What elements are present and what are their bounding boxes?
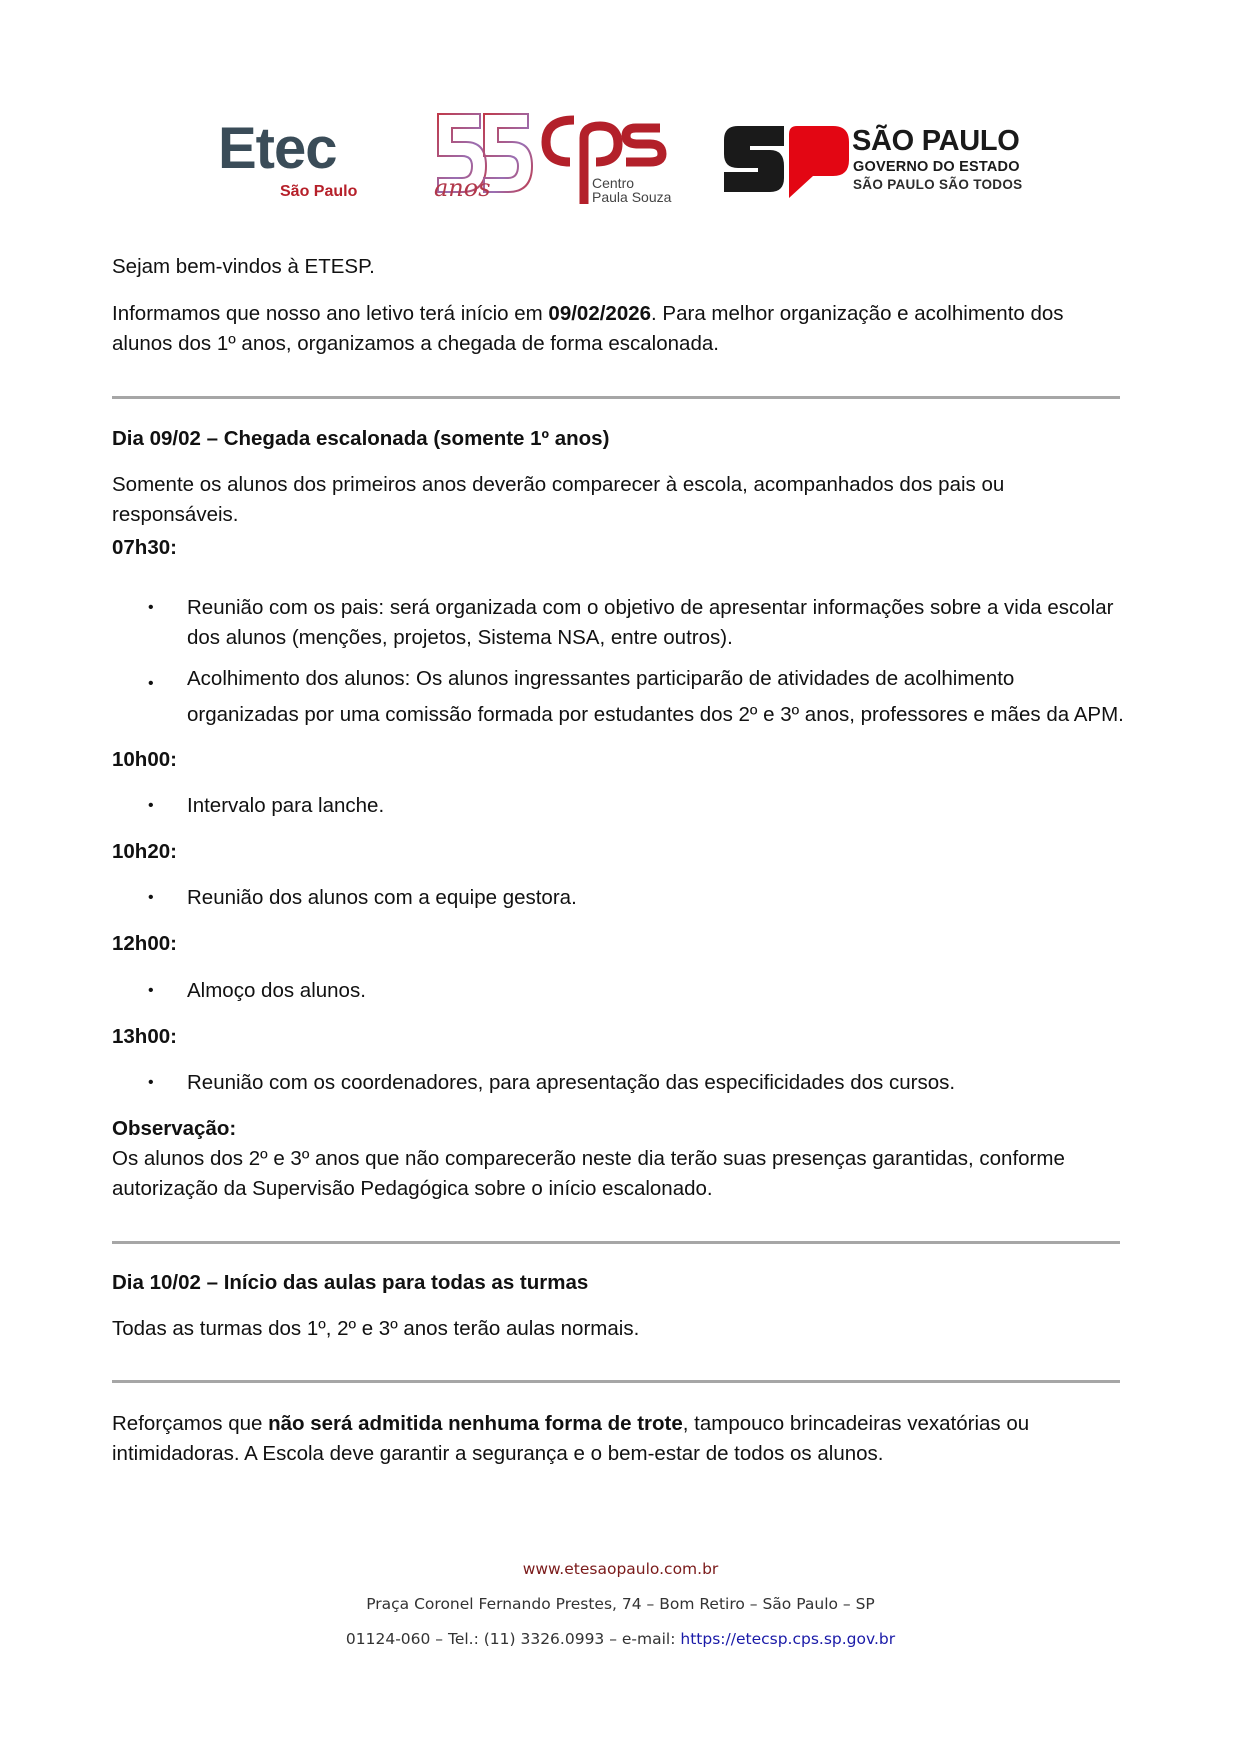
schedule-item-line2: dos alunos (menções, projetos, Sistema NSA, entre outros).	[187, 626, 733, 649]
cps-55-anos-logo	[432, 110, 672, 210]
schedule-item-line1: Reunião dos alunos com a equipe gestora.	[187, 886, 577, 909]
schedule-time: 10h20:	[112, 840, 177, 863]
section-divider	[112, 1380, 1120, 1383]
schedule-time: 12h00:	[112, 932, 177, 955]
closing-text: Reforçamos que	[112, 1412, 269, 1435]
note-line2: autorização da Supervisão Pedagógica sobre o início escalonado.	[112, 1177, 713, 1200]
schedule-item-line1: Reunião com os pais: será organizada com o objetivo de apresentar informações sobre a vida escolar	[187, 596, 1114, 619]
closing-text-cont: , tampouco brincadeiras vexatórias ou	[682, 1412, 1030, 1435]
day1-description	[112, 470, 1132, 530]
cps-text-line2: Paula Souza	[592, 189, 672, 205]
sao-paulo-government-logo	[724, 122, 1044, 202]
sp-logo-slogan: SÃO PAULO SÃO TODOS	[853, 177, 1023, 192]
sp-p-shape-icon	[789, 126, 849, 198]
bullet-icon: •	[148, 982, 154, 999]
header-logos	[0, 108, 1241, 218]
schedule-item-line1: Reunião com os coordenadores, para apresentação das especificidades dos cursos.	[187, 1071, 956, 1094]
intro-paragraph	[112, 299, 1132, 359]
centro-paula-souza-text	[592, 176, 671, 204]
etec-logo-subtitle: São Paulo	[280, 183, 358, 200]
note-title: Observação:	[112, 1117, 237, 1140]
greeting: Sejam bem-vindos à ETESP.	[112, 255, 375, 278]
cps-text-line1: Centro	[592, 175, 635, 191]
intro-text: Informamos que nosso ano letivo terá início em	[112, 302, 549, 325]
etec-logo	[218, 116, 368, 200]
schedule-time: 13h00:	[112, 1025, 177, 1048]
contact-text: 01124-060 – Tel.: (11) 3326.0993 – e-mail:	[345, 1630, 681, 1648]
note-text	[112, 1144, 1132, 1204]
day2-title: Dia 10/02 – Início das aulas para todas as turmas	[112, 1271, 589, 1294]
bullet-icon: •	[148, 1074, 154, 1091]
closing-line2: intimidadoras. A Escola deve garantir a segurança e o bem-estar de todos os alunos.	[112, 1442, 884, 1465]
schedule-item-line1: Almoço dos alunos.	[187, 979, 366, 1002]
anos-script-text: anos	[434, 174, 491, 202]
sp-logo-title: SÃO PAULO	[852, 125, 1020, 157]
sp-logo-government: GOVERNO DO ESTADO	[853, 159, 1020, 175]
day2-description: Todas as turmas dos 1º, 2º e 3º anos terão aulas normais.	[112, 1317, 640, 1340]
day1-title: Dia 09/02 – Chegada escalonada (somente 1º anos)	[112, 427, 610, 450]
bullet-icon: •	[148, 889, 154, 906]
footer-contact	[0, 1630, 1241, 1648]
schedule-item-line1: Acolhimento dos alunos: Os alunos ingressantes participarão de atividades de acolhimento	[187, 667, 1015, 690]
email-link[interactable]: https://etecsp.cps.sp.gov.br	[680, 1630, 896, 1648]
sp-s-shape-icon	[724, 126, 784, 192]
day1-desc-line2: responsáveis.	[112, 503, 239, 526]
section-divider	[112, 1241, 1120, 1244]
footer-website	[0, 1560, 1241, 1578]
start-date: 09/02/2026	[548, 302, 652, 325]
schedule-time: 07h30:	[112, 536, 177, 559]
intro-text-cont: . Para melhor organização e acolhimento dos	[651, 302, 1064, 325]
footer-address: Praça Coronel Fernando Prestes, 74 – Bom Retiro – São Paulo – SP	[366, 1595, 875, 1613]
bullet-icon: •	[148, 675, 154, 692]
day1-desc-line1: Somente os alunos dos primeiros anos deverão comparecer à escola, acompanhados dos pais ou	[112, 473, 1005, 496]
bullet-icon: •	[148, 797, 154, 814]
schedule-time: 10h00:	[112, 748, 177, 771]
schedule-item-line2: organizadas por uma comissão formada por estudantes dos 2º e 3º anos, professores e mães da APM.	[187, 703, 1124, 726]
website-link[interactable]: www.etesaopaulo.com.br	[522, 1560, 719, 1578]
section-divider	[112, 396, 1120, 399]
closing-emphasis: não será admitida nenhuma forma de trote	[268, 1412, 683, 1435]
intro-text-line2: alunos dos 1º anos, organizamos a chegada de forma escalonada.	[112, 332, 719, 355]
note-line1: Os alunos dos 2º e 3º anos que não comparecerão neste dia terão suas presenças garantidas, conforme	[112, 1147, 1065, 1170]
bullet-icon: •	[148, 599, 154, 616]
closing-paragraph	[112, 1409, 1132, 1469]
schedule-item-line1: Intervalo para lanche.	[187, 794, 385, 817]
etec-logo-word: Etec	[218, 116, 337, 181]
